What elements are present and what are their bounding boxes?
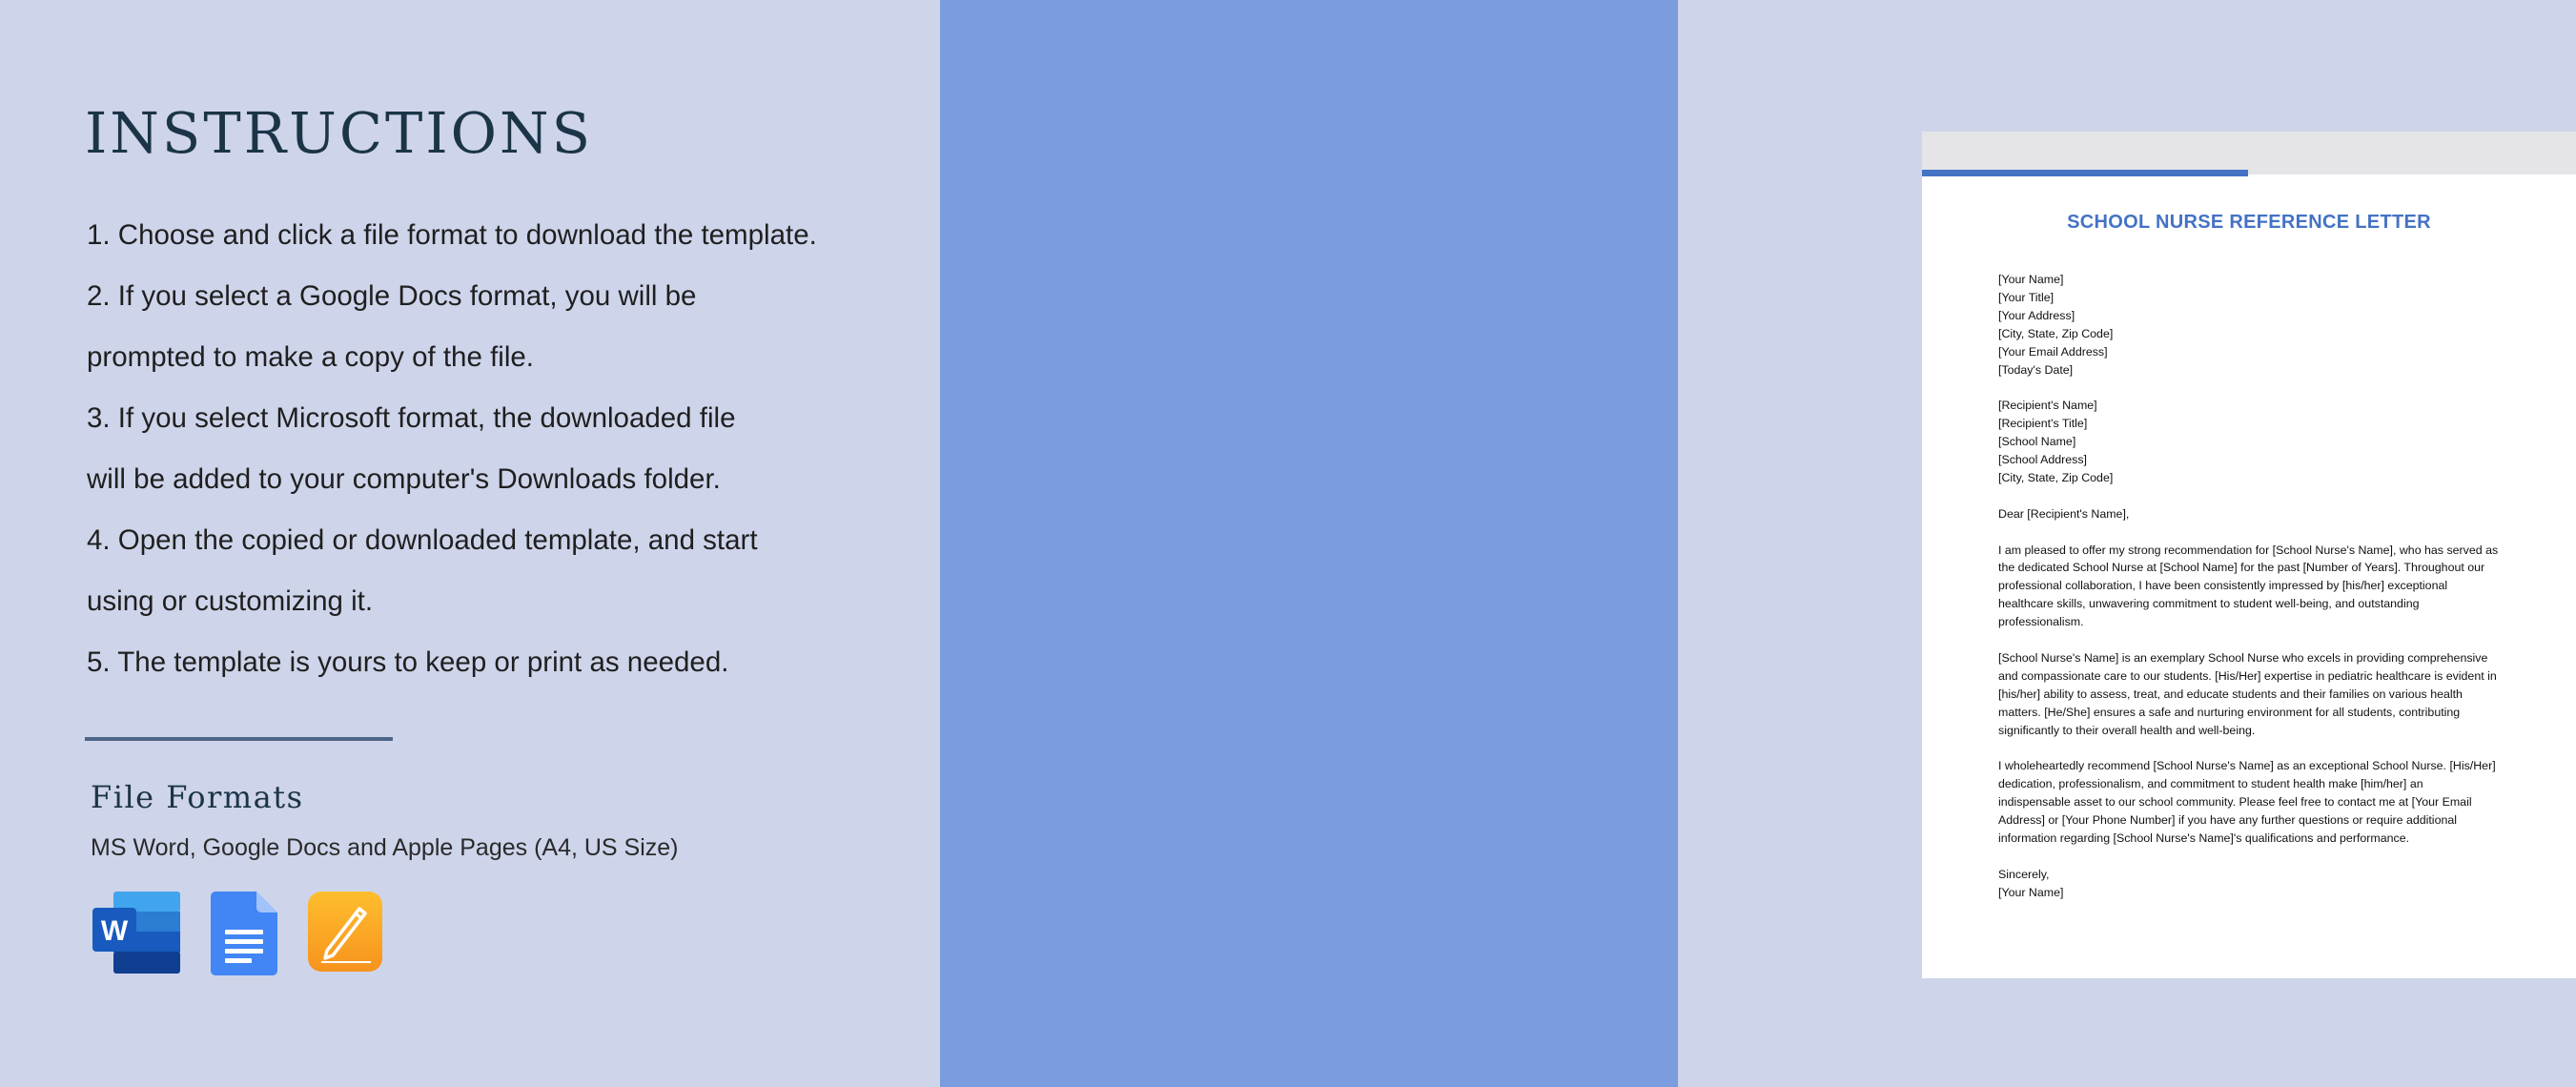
- instruction-line: will be added to your computer's Downloads folder.: [87, 463, 721, 495]
- closing: Sincerely,: [1998, 867, 2050, 881]
- recipient-line: [School Address]: [1998, 453, 2087, 467]
- paragraph-2-line: matters. [He/She] ensures a safe and nurturing environment for all students, contributing: [1998, 705, 2461, 719]
- paragraph-3-line: Address] or [Your Phone Number] if you have any further questions or require additional: [1998, 813, 2457, 828]
- file-formats-title: File Formats: [91, 779, 304, 815]
- paragraph-3-line: I wholeheartedly recommend [School Nurse's Name] as an exceptional School Nurse. [His/Her]: [1998, 759, 2496, 773]
- section-divider: [85, 737, 393, 741]
- paragraph-2-line: and compassionate care to our students. [His/Her] expertise in pediatric healthcare is evident in: [1998, 668, 2497, 683]
- sender-line: [Today's Date]: [1998, 362, 2074, 377]
- paragraph-2-line: significantly to their overall health and well-being.: [1998, 723, 2256, 737]
- instruction-line: prompted to make a copy of the file.: [87, 341, 534, 373]
- instructions-panel: [0, 0, 940, 1087]
- paragraph-2-line: [School Nurse's Name] is an exemplary School Nurse who excels in providing comprehensive: [1998, 650, 2488, 665]
- document-body: [1998, 271, 2532, 902]
- paragraph-1-line: the dedicated School Nurse at [School Name] for the past [Number of Years]. Throughout our: [1998, 561, 2485, 575]
- document-title: SCHOOL NURSE REFERENCE LETTER: [2067, 212, 2431, 233]
- recipient-line: [School Name]: [1998, 435, 2076, 449]
- paragraph-3-line: indispensable asset to our school community. Please feel free to contact me at [Your Email: [1998, 795, 2472, 810]
- instruction-line: using or customizing it.: [87, 585, 374, 617]
- document-header-accent: [1922, 170, 2248, 176]
- recipient-line: [City, State, Zip Code]: [1998, 470, 2114, 484]
- ms-word-icon[interactable]: [92, 892, 180, 974]
- instruction-line: 4. Open the copied or downloaded template, and start: [87, 524, 758, 556]
- salutation: Dear [Recipient's Name],: [1998, 506, 2130, 521]
- instruction-line: 1. Choose and click a file format to download the template.: [87, 219, 817, 251]
- sender-line: [Your Email Address]: [1998, 344, 2108, 359]
- paragraph-3-line: dedication, professionalism, and commitment to student health make [him/her] an: [1998, 777, 2423, 791]
- file-formats-description: MS Word, Google Docs and Apple Pages (A4, US Size): [91, 834, 679, 861]
- document-header-band: [1922, 132, 2576, 174]
- preview-panel: [940, 0, 2499, 1087]
- document-preview[interactable]: [1922, 132, 2576, 978]
- signature: [Your Name]: [1998, 885, 2064, 899]
- instructions-heading: INSTRUCTIONS: [85, 100, 594, 166]
- paragraph-1-line: professional collaboration, I have been consistently impressed by [his/her] exceptional: [1998, 579, 2448, 593]
- paragraph-1-line: professionalism.: [1998, 615, 2084, 629]
- google-docs-icon[interactable]: [211, 892, 277, 975]
- sender-line: [City, State, Zip Code]: [1998, 326, 2114, 340]
- sender-line: [Your Name]: [1998, 273, 2064, 286]
- recipient-line: [Recipient's Title]: [1998, 417, 2088, 431]
- paragraph-1-line: healthcare skills, unwavering commitment to student well-being, and outstanding: [1998, 597, 2420, 611]
- instruction-line: 2. If you select a Google Docs format, you will be: [87, 280, 697, 312]
- instructions-list: [87, 205, 926, 693]
- instruction-line: 3. If you select Microsoft format, the downloaded file: [87, 402, 736, 434]
- recipient-line: [Recipient's Name]: [1998, 399, 2097, 413]
- apple-pages-icon[interactable]: [308, 892, 382, 972]
- instruction-line: 5. The template is yours to keep or print as needed.: [87, 646, 729, 678]
- paragraph-3-line: information regarding [School Nurse's Name]'s qualifications and performance.: [1998, 831, 2410, 846]
- sender-line: [Your Address]: [1998, 308, 2075, 322]
- paragraph-2-line: [his/her] ability to assess, treat, and educate students and their families on various health: [1998, 687, 2463, 701]
- paragraph-1-line: I am pleased to offer my strong recommendation for [School Nurse's Name], who has served as: [1998, 543, 2499, 557]
- sender-line: [Your Title]: [1998, 290, 2055, 304]
- ms-word-icon-letter: W: [100, 915, 129, 947]
